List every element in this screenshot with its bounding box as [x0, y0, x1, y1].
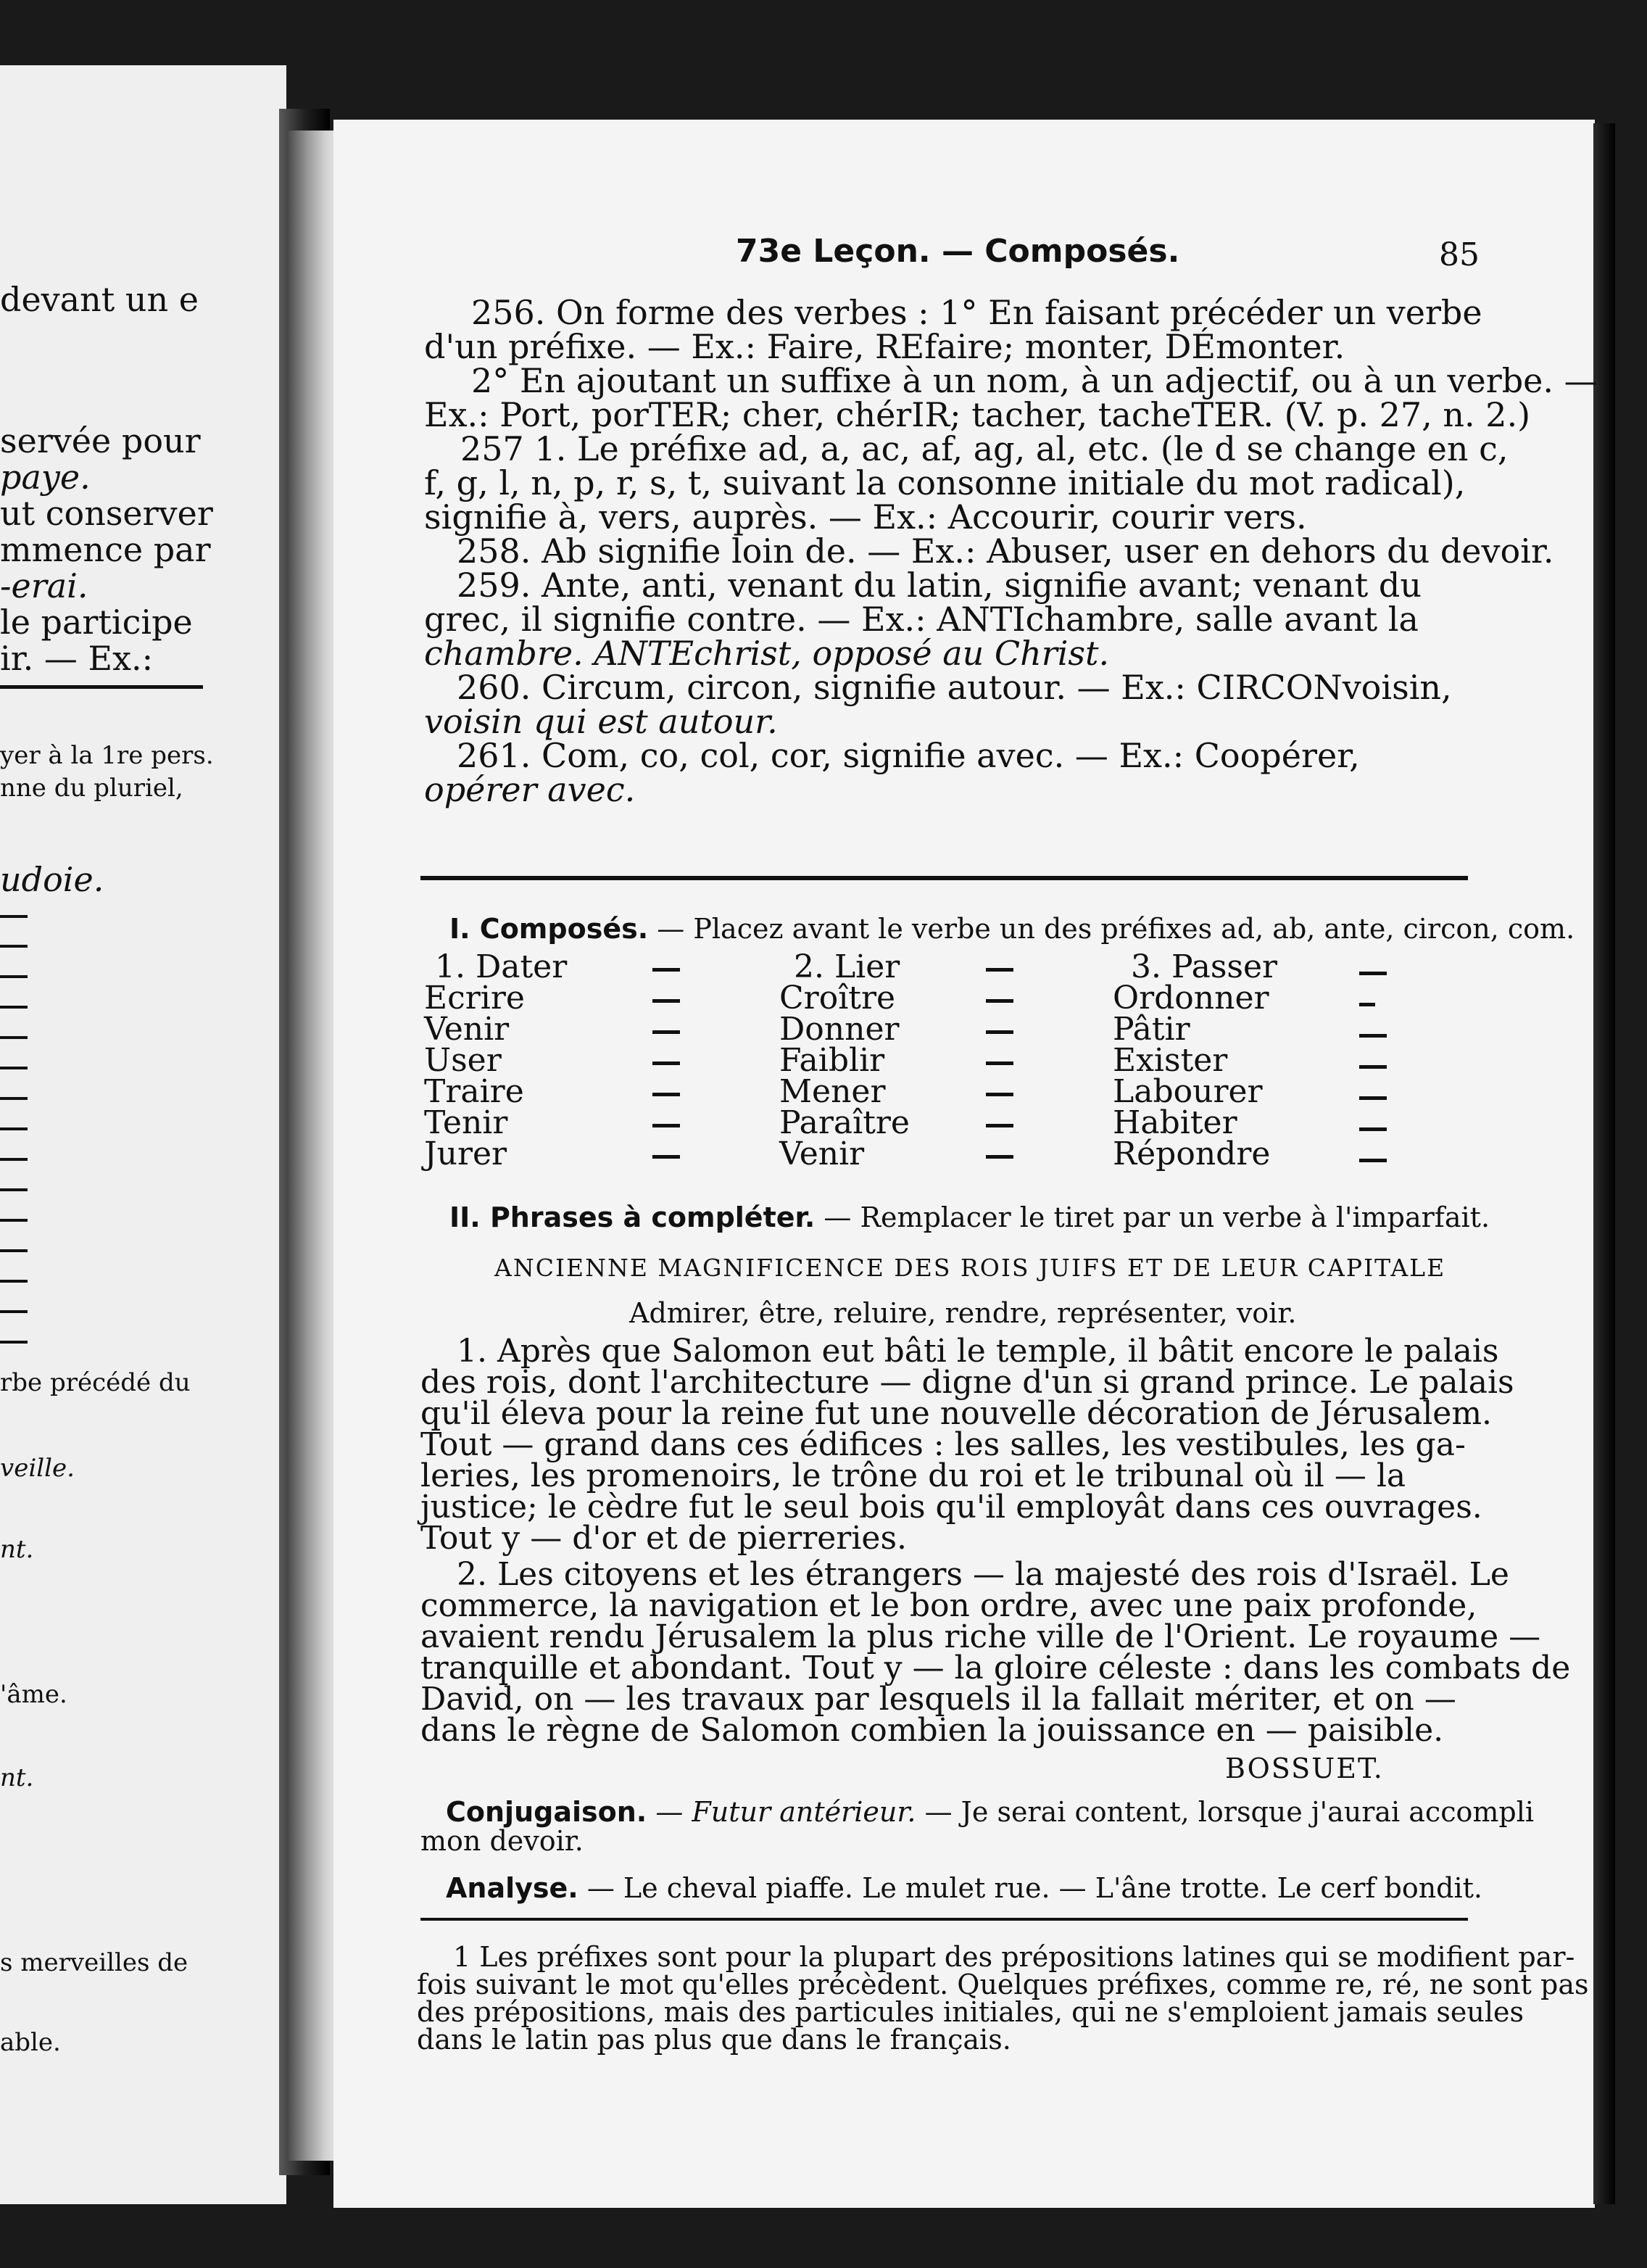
exercise-word: Paraître — [779, 1104, 910, 1141]
right-page-edge — [1593, 123, 1615, 2204]
left-text-line: devant un e — [0, 280, 199, 319]
blank-dash — [1359, 1003, 1375, 1006]
exercise-word: Tenir — [424, 1104, 508, 1141]
paragraph-line: Tout y — d'or et de pierreries. — [420, 1520, 908, 1557]
paragraph-line: dans le règne de Salomon combien la jouissance en — paisible. — [420, 1712, 1444, 1749]
footnote-line: fois suivant le mot qu'elles précèdent. Quelques préfixes, comme re, ré, ne sont pas — [417, 1969, 1589, 2000]
paragraph-line: commerce, la navigation et le bon ordre, avec une paix profonde, — [420, 1587, 1477, 1624]
left-dash — [0, 1188, 28, 1191]
rule-line: 260. Circum, circon, signifie autour. — Ex.: CIRCONvoisin, — [457, 668, 1452, 707]
previous-page-edge — [0, 65, 286, 2204]
left-text-line: nne du pluriel, — [0, 774, 183, 803]
rule-line: 259. Ante, anti, venant du latin, signifie avant; venant du — [457, 566, 1422, 605]
exercise-word: Exister — [1113, 1042, 1228, 1079]
blank-dash — [652, 1155, 680, 1159]
exercise1-instruction: — Placez avant le verbe un des préfixes ad, ab, ante, circon, com. — [657, 913, 1575, 945]
paragraph-line: tranquille et abondant. Tout y — la gloire céleste : dans les combats de — [420, 1650, 1571, 1686]
left-dash — [0, 915, 28, 918]
exercise-word: Donner — [779, 1011, 900, 1048]
page-number: 85 — [1439, 236, 1480, 273]
rule-line: grec, il signifie contre. — Ex.: ANTIchambre, salle avant la — [424, 600, 1419, 639]
paragraph-line: 1. Après que Salomon eut bâti le temple, il bâtit encore le palais — [457, 1333, 1499, 1370]
blank-dash — [652, 1061, 680, 1065]
left-text-line: nt. — [0, 1763, 34, 1792]
footnote-line: dans le latin pas plus que dans le français. — [417, 2024, 1011, 2056]
left-dash — [0, 1341, 28, 1344]
rule-line: voisin qui est autour. — [424, 702, 778, 741]
exercise-word: Ordonner — [1113, 980, 1269, 1017]
author-signature: BOSSUET. — [1225, 1752, 1384, 1784]
left-text-line: veille. — [0, 1454, 75, 1483]
blank-dash — [652, 1030, 680, 1034]
left-text-line: 'âme. — [0, 1680, 67, 1709]
exercise1-column-3 — [1113, 948, 1278, 1172]
left-text-line: nt. — [0, 1535, 34, 1564]
exercise-word: Pâtir — [1113, 1011, 1190, 1048]
exercise-word: 3. Passer — [1131, 948, 1278, 985]
analyse-text: — Le cheval piaffe. Le mulet rue. — L'âne trotte. Le cerf bondit. — [586, 1872, 1483, 1904]
blank-dash — [652, 999, 680, 1003]
left-divider — [0, 685, 203, 689]
page-header-title: 73e Leçon. — Composés. — [736, 233, 1180, 270]
analyse-label: Analyse. — [446, 1872, 578, 1904]
blank-dash — [986, 968, 1013, 972]
left-dash — [0, 1280, 28, 1283]
exercise2-instruction: — Remplacer le tiret par un verbe à l'imparfait. — [824, 1201, 1490, 1233]
paragraph-line: leries, les promenoirs, le trône du roi et le tribunal où il — la — [420, 1457, 1406, 1494]
left-text-line: paye. — [0, 458, 91, 497]
paragraph-line: Tout — grand dans ces édifices : les salles, les vestibules, les ga- — [420, 1426, 1466, 1463]
paragraph-line: avaient rendu Jérusalem la plus riche ville de l'Orient. Le royaume — — [420, 1618, 1541, 1655]
exercise-word: Mener — [779, 1073, 886, 1110]
rule-line: chambre. ANTEchrist, opposé au Christ. — [424, 634, 1110, 673]
left-text-line: le participe — [0, 603, 193, 642]
blank-dash — [1359, 1034, 1387, 1038]
blank-dash — [1359, 1065, 1387, 1069]
exercise-word: 1. Dater — [435, 948, 568, 985]
exercise-word: Traire — [424, 1073, 524, 1110]
section-divider — [420, 876, 1468, 880]
left-text-line: mmence par — [0, 530, 211, 569]
rule-line: 261. Com, co, col, cor, signifie avec. — Ex.: Coopérer, — [457, 736, 1360, 775]
blank-dash — [986, 1061, 1013, 1065]
blank-dash — [652, 1124, 680, 1127]
rule-line: Ex.: Port, porTER; cher, chérIR; tacher, tacheTER. (V. p. 27, n. 2.) — [424, 395, 1531, 434]
paragraph-line: David, on — les travaux par lesquels il la fallait mériter, et on — — [420, 1681, 1456, 1718]
exercise-word: Venir — [779, 1135, 865, 1172]
left-text-line: udoie. — [0, 860, 104, 899]
conjugaison-line — [446, 1798, 1534, 1826]
exercise-word: Faiblir — [779, 1042, 885, 1079]
blank-dash — [986, 1155, 1013, 1159]
left-text-line: ut conserver — [0, 494, 213, 533]
left-dash — [0, 1097, 28, 1100]
left-dash — [0, 945, 28, 948]
exercise2-subtitle: ANCIENNE MAGNIFICENCE DES ROIS JUIFS ET DE LEUR CAPITALE — [494, 1254, 1446, 1282]
exercise2-heading-line — [449, 1201, 1490, 1233]
exercise2-verbs: Admirer, être, reluire, rendre, représenter, voir. — [629, 1297, 1297, 1329]
paragraph-line: 2. Les citoyens et les étrangers — la majesté des rois d'Israël. Le — [457, 1556, 1509, 1593]
blank-dash — [986, 1124, 1013, 1127]
left-text-line: -erai. — [0, 566, 88, 605]
rule-line: d'un préfixe. — Ex.: Faire, REfaire; monter, DÉmonter. — [424, 327, 1345, 366]
exercise-word: Croître — [779, 980, 896, 1017]
rule-line: 2° En ajoutant un suffixe à un nom, à un adjectif, ou à un verbe. — — [471, 361, 1598, 400]
left-dash — [0, 1006, 28, 1009]
left-dash — [0, 1310, 28, 1313]
paragraph-line: des rois, dont l'architecture — digne d'un si grand prince. Le palais — [420, 1364, 1514, 1401]
blank-dash — [1359, 1096, 1387, 1100]
blank-dash — [986, 1030, 1013, 1034]
blank-dash — [1359, 1127, 1387, 1131]
left-dash — [0, 1219, 28, 1222]
analyse-line — [446, 1874, 1482, 1902]
exercise-word: User — [424, 1042, 502, 1079]
exercise-word: Labourer — [1113, 1073, 1263, 1110]
footnote-divider — [420, 1918, 1468, 1921]
left-text-line: servée pour — [0, 421, 201, 460]
left-dash — [0, 1249, 28, 1252]
left-text-line: rbe précédé du — [0, 1368, 191, 1397]
left-dash — [0, 1036, 28, 1039]
blank-dash — [652, 968, 680, 972]
rule-line: 257 1. Le préfixe ad, a, ac, af, ag, al, etc. (le d se change en c, — [460, 429, 1509, 468]
left-dash — [0, 1127, 28, 1130]
rule-line: 256. On forme des verbes : 1° En faisant précéder un verbe — [471, 293, 1482, 332]
exercise-word: 2. Lier — [794, 948, 900, 985]
exercise1-column-2 — [779, 948, 910, 1172]
left-text-line: able. — [0, 2028, 61, 2057]
exercise-word: Répondre — [1113, 1135, 1271, 1172]
left-text-line: s merveilles de — [0, 1948, 188, 1977]
exercise-word: Venir — [424, 1011, 510, 1048]
left-text-line: yer à la 1re pers. — [0, 741, 214, 770]
left-dash — [0, 1067, 28, 1069]
exercise1-column-1 — [424, 948, 568, 1172]
conjugaison-tense: — Futur antérieur. — [655, 1796, 916, 1828]
exercise1-heading: I. Composés. — [449, 913, 649, 945]
rule-line: signifie à, vers, auprès. — Ex.: Accourir, courir vers. — [424, 497, 1307, 537]
left-dash — [0, 975, 28, 978]
left-dash — [0, 1158, 28, 1161]
rule-line: 258. Ab signifie loin de. — Ex.: Abuser, user en dehors du devoir. — [457, 531, 1554, 571]
blank-dash — [1359, 972, 1387, 975]
exercise-word: Jurer — [424, 1135, 507, 1172]
left-text-line: ir. — Ex.: — [0, 639, 154, 678]
exercise-word: Habiter — [1113, 1104, 1237, 1141]
footnote-line: 1 Les préfixes sont pour la plupart des prépositions latines qui se modifient par- — [453, 1941, 1575, 1973]
paragraph-line: qu'il éleva pour la reine fut une nouvelle décoration de Jérusalem. — [420, 1395, 1493, 1432]
blank-dash — [652, 1093, 680, 1096]
conjugaison-text: — Je serai content, lorsque j'aurai accompli — [924, 1796, 1535, 1828]
page-gutter — [286, 131, 341, 2161]
blank-dash — [986, 999, 1013, 1003]
paragraph-line: justice; le cèdre fut le seul bois qu'il employât dans ces ouvrages. — [420, 1489, 1482, 1526]
exercise1-heading-line — [449, 915, 1575, 943]
blank-dash — [986, 1093, 1013, 1096]
rule-line: f, g, l, n, p, r, s, t, suivant la consonne initiale du mot radical), — [424, 463, 1466, 502]
exercise2-heading: II. Phrases à compléter. — [449, 1201, 816, 1233]
conjugaison-line-2: mon devoir. — [420, 1825, 584, 1857]
rule-line: opérer avec. — [424, 770, 636, 809]
footnote-line: des prépositions, mais des particules initiales, qui ne s'emploient jamais seules — [417, 1996, 1524, 2028]
blank-dash — [1359, 1159, 1387, 1162]
exercise-word: Ecrire — [424, 980, 525, 1017]
conjugaison-label: Conjugaison. — [446, 1796, 647, 1828]
